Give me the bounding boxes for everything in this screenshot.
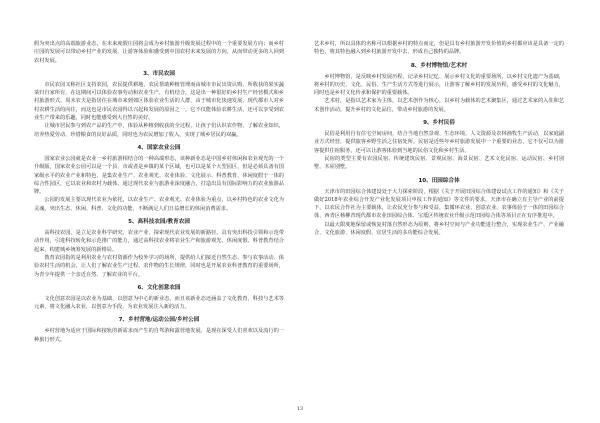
section-heading: 8、乡村博物馆/艺术村: [410, 62, 468, 69]
paragraph: 艺术村，是指以艺术家为主体，以艺术创作为核心，以乡村为载体的艺术聚集区，通过艺术家的入驻和艺术创作活动，提升乡村的文化品位，带动乡村旅游的发展。: [314, 98, 564, 113]
section-heading: 4、国家农业公园: [137, 144, 181, 151]
left-column: [34, 40, 284, 344]
right-column: [314, 40, 564, 237]
paragraph: 国家农业公园就是农业一乡村旅游相结合的一种高端形态，该种新业态是中国乡村休闲和农业观光的一个升级版，国家农业公园可以是一个县、市或者是乡镇的某个区域，也可以是某个大型园区，但是必须具备有国家级水平的农业产业和特色，是集农业生产、农业观光、农业体验、文化展示、科普教育、休闲度假于一体的综合性园区，它以农业和农村为载体，通过现代农业与旅游业深度融合，打造出具有国际影响力的农业旅游品牌。: [34, 155, 284, 196]
section-heading: 5、高科技农园/教育农园: [128, 219, 190, 226]
paragraph: 民俗是利用自有住宅空间房间，结合当地自然景观、生态环境、人文资源及农林渔牧生产活动，以家庭副业方式经营，提供旅客乡野生活之住宿处所。民宿是近些年乡村旅游发展中一个重要的业态，它不仅可以为游客提供住宿服务，还可以让游客体验到当地的民俗文化和乡村生活。: [314, 131, 564, 154]
paragraph: 乡村营地为适应于国际和接轨的新需求而产生的自驾游和露营地发展，是现在深受人们喜欢以及流行的一种旅行形式。: [34, 328, 284, 343]
paragraph: 教育农园指的是利用农业与农村资源作为校外学习的场所，提供给人们接近自然生态、参与农事活动、体验农村生活的机会，让人们了解农业生产过程、农作物的生长规律，同时也是开展农业科普教育的重要场所，为青少年提供一个亲近自然、了解农业的平台。: [34, 254, 284, 278]
page-number: 13: [296, 406, 304, 412]
paragraph: 民宿的类型主要有农园民宿、传统建筑民宿、景观民宿、海景民宿、艺术文化民宿、运动民宿、乡村别墅、木屋别墅。: [314, 155, 564, 171]
section-heading: 7、乡村营地/运动公园/乡村公园: [118, 317, 200, 324]
paragraph: 文化创意农园是以农业为基础，以创意为中心的新业态，而且该新业态还涵盖了文化教育、科技与艺术等元素，将文化融入农业，以创意为手段，为农业发展注入新的活力。: [34, 295, 284, 311]
paragraph: 乡村博物馆，是反映乡村发展历程、记录乡村记忆、展示乡村文化的重要场所，以乡村文化遗产为基础，将乡村的历史、文化、民俗、生产生活方式等进行展示，让游客了解乡村的发展历程，感受乡村的文化魅力，同时也是乡村文化传承和保护的重要载体。: [314, 73, 564, 97]
paragraph: 让城市居民参与到农产品的生产中，体验从种植到收获的全过程，让孩子们认识农作物，了解农业知识，培养热爱劳动、珍惜粮食的良好品质，同时也为农民增加了收入，实现了城乡居民的双赢。: [34, 123, 284, 138]
section-heading: 3、市民农园: [143, 70, 175, 77]
paragraph: 以最大限度地保留或恢复村落自然形态为原则，将乡村空间与产业功能进行整合，实现农业生产、产业融合、文化旅游、休闲度假、宜居生活的多功能综合发展。: [314, 221, 564, 237]
section-heading: 10、田园综合体: [418, 177, 460, 184]
section-heading: 9、乡村民俗: [423, 120, 455, 127]
section-heading: 6、文化创意农园: [137, 284, 181, 291]
paragraph: 艺术乡村，所以具体的名称可以根据乡村的特点而定，但是具有乡村旅游开发价值的乡村都应该是具备一定的特色，将其特色融入到乡村旅游开发中去，形成自己独特的品牌。: [314, 41, 564, 56]
paragraph: 市民农园又称社区支持农园，农民提供耕地，农民帮助种植管理而由城市市民出资认购，所收获的果实蔬菜归自家所有，在这期间可以体验农事劳动和农业生产，有机结合，这是出一种很好的乡村生产经营模式和乡村旅游形式。周末农夫是指居住在城市来到郊区体验农业生活的人群，由于城市化快速发展，现代都市人对乡村农耕生活的向往，而这也是市民农园得以兴起和发展的原因之一，它不仅能体验农耕生活，还可以享受到农业生产带来的乐趣，同时也能感受到大自然的美好。: [34, 81, 284, 122]
paragraph: 公园的发展主要以现代农业为依托，以农业生产、农业观光、农业体验为重点，以乡村特色的农业文化为灵魂，突出生态、休闲、科普、文化的功能，不断满足人们日益增长的休闲消费需求。: [34, 197, 284, 212]
paragraph: 假为突出点的高端旅游业态，在未来度假庄园将会成为乡村旅游升级发展过程中的一个重要发展方向；而乡村庄园的发展可以带动乡村产业的发展，让游客体验和感受到中国农村未来发展的方向，从而带动更多的人回到农村发展。: [34, 41, 284, 64]
paragraph: 天津市的田园综合体建设处于大力探索阶段，根据《关于开展田园综合体建设试点工作的通知》和《关于做好2018年农业综合开发产业化发展项目申报工作的通知》等文件的要求，天津市在确立有主导产业的前提下，以农民合作社为主要载体，让农民充分参与和受益，集循环农业、创意农业、农事体验于一体的田园综合体，西青区杨柳青现代都市农业田园综合体、宝坻区传统农业升级示范田园综合体等项目正在有序推进中。: [314, 188, 564, 220]
paragraph: 高科技农园，是立足农业科学研究、农业产业、探索现代农业发展的新路径，具有突出科技引领和示范带动作用，引进科技转化和示范推广的能力，通过高科技农业将农业生产和旅游观光、休闲度假、科普教育结合起来，构建城乡统筹发展的新格局。: [34, 230, 284, 253]
